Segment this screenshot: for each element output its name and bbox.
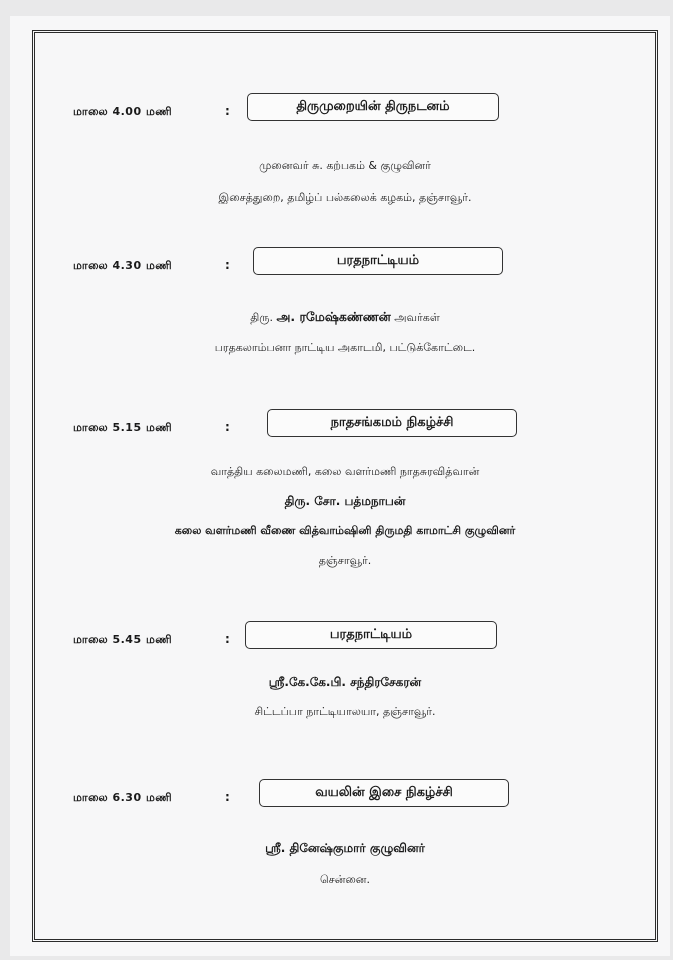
event-time: மாலை 4.30 மணி (73, 259, 173, 272)
event-title: திருமுறையின் திருநடனம் (247, 93, 499, 121)
event-title: பரதநாட்டியம் (253, 247, 503, 275)
separator: : (225, 632, 230, 646)
page-border (32, 30, 658, 942)
event-time: மாலை 6.30 மணி (73, 791, 173, 804)
separator: : (225, 420, 230, 434)
event-line: முனைவர் சு. கற்பகம் & குழுவினர் (259, 159, 431, 172)
performer-name: அ. ரமேஷ்கண்ணன் (276, 309, 391, 324)
event-line: இசைத்துறை, தமிழ்ப் பல்கலைக் கழகம், தஞ்சாவூர். (218, 191, 472, 204)
program-sheet (10, 16, 670, 956)
event-line: தஞ்சாவூர். (318, 554, 372, 567)
event-line: பரதகலாம்பனா நாட்டிய அகாடமி, பட்டுக்கோட்டை. (214, 341, 476, 354)
event-title: வயலின் இசை நிகழ்ச்சி (259, 779, 509, 807)
event-line: ஸ்ரீ. தினேஷ்குமார் குழுவினர் (265, 841, 425, 855)
performer-prefix: திரு. (250, 311, 273, 324)
event-line: சிட்டப்பா நாட்டியாலயா, தஞ்சாவூர். (254, 705, 436, 718)
performer-suffix: அவர்கள் (394, 311, 440, 324)
event-line: கலை வளர்மணி வீணை வித்வாம்ஷினி திருமதி காமாட்சி குழுவினர் (174, 524, 516, 537)
performer-line (35, 309, 655, 326)
separator: : (225, 790, 230, 804)
event-line: வாத்திய கலைமணி, கலை வளர்மணி நாதசுரவித்வான் (210, 465, 480, 478)
event-line: திரு. சோ. பத்மநாபன் (284, 494, 406, 508)
event-time: மாலை 5.15 மணி (73, 421, 173, 434)
separator: : (225, 258, 230, 272)
event-line: ஸ்ரீ.கே.கே.பி. சந்திரசேகரன் (268, 675, 422, 689)
event-line: சென்னை. (320, 873, 370, 886)
event-title: நாதசங்கமம் நிகழ்ச்சி (267, 409, 517, 437)
event-title: பரதநாட்டியம் (245, 621, 497, 649)
separator: : (225, 104, 230, 118)
event-time: மாலை 5.45 மணி (73, 633, 173, 646)
event-time: மாலை 4.00 மணி (73, 105, 173, 118)
